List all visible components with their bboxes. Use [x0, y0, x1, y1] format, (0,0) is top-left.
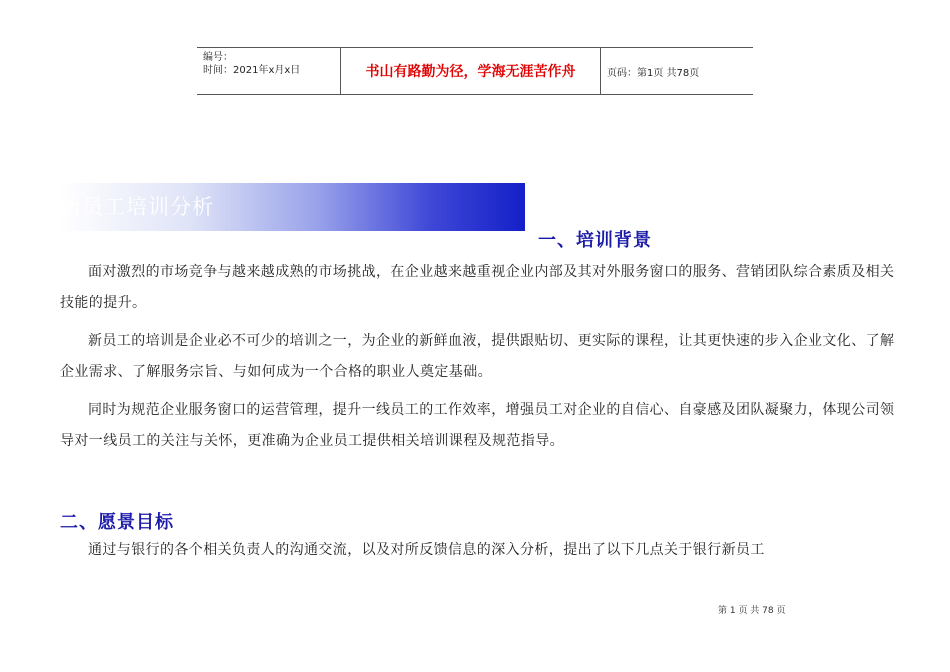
paragraph-2: 新员工的培训是企业必不可少的培训之一，为企业的新鲜血液，提供跟贴切、更实际的课程，让其更快速的步入企业文化、了解企业需求、了解服务宗旨、与如何成为一个合格的职业人奠定基础。 — [60, 333, 895, 380]
section-title-vision: 二、愿景目标 — [60, 512, 174, 533]
section-title-background: 一、培训背景 — [538, 230, 652, 251]
banner-title: 新员工培训分析 — [60, 195, 214, 219]
paragraph-3: 同时为规范企业服务窗口的运营管理，提升一线员工的工作效率，增强员工对企业的自信心、自豪感及团队凝聚力，体现公司领导对一线员工的关注与关怀，更准确为企业员工提供相关培训课程及规范指导。 — [60, 402, 895, 449]
header-number-label: 编号： — [203, 52, 233, 63]
header-motto: 书山有路勤为径，学海无涯苦作舟 — [341, 48, 601, 94]
header-meta-cell — [197, 48, 341, 94]
document-header-table — [197, 47, 753, 95]
header-time-label: 时间：2021年x月x日 — [203, 65, 301, 76]
paragraph-1: 面对激烈的市场竞争与越来越成熟的市场挑战，在企业越来越重视企业内部及其对外服务窗口的服务、营销团队综合素质及相关技能的提升。 — [60, 264, 895, 311]
paragraph-4: 通过与银行的各个相关负责人的沟通交流，以及对所反馈信息的深入分析，提出了以下几点关于银行新员工 — [88, 542, 765, 558]
footer-page-number: 第 1 页 共 78 页 — [718, 606, 786, 616]
header-page-label: 页码：第1页 共78页 — [607, 67, 700, 79]
